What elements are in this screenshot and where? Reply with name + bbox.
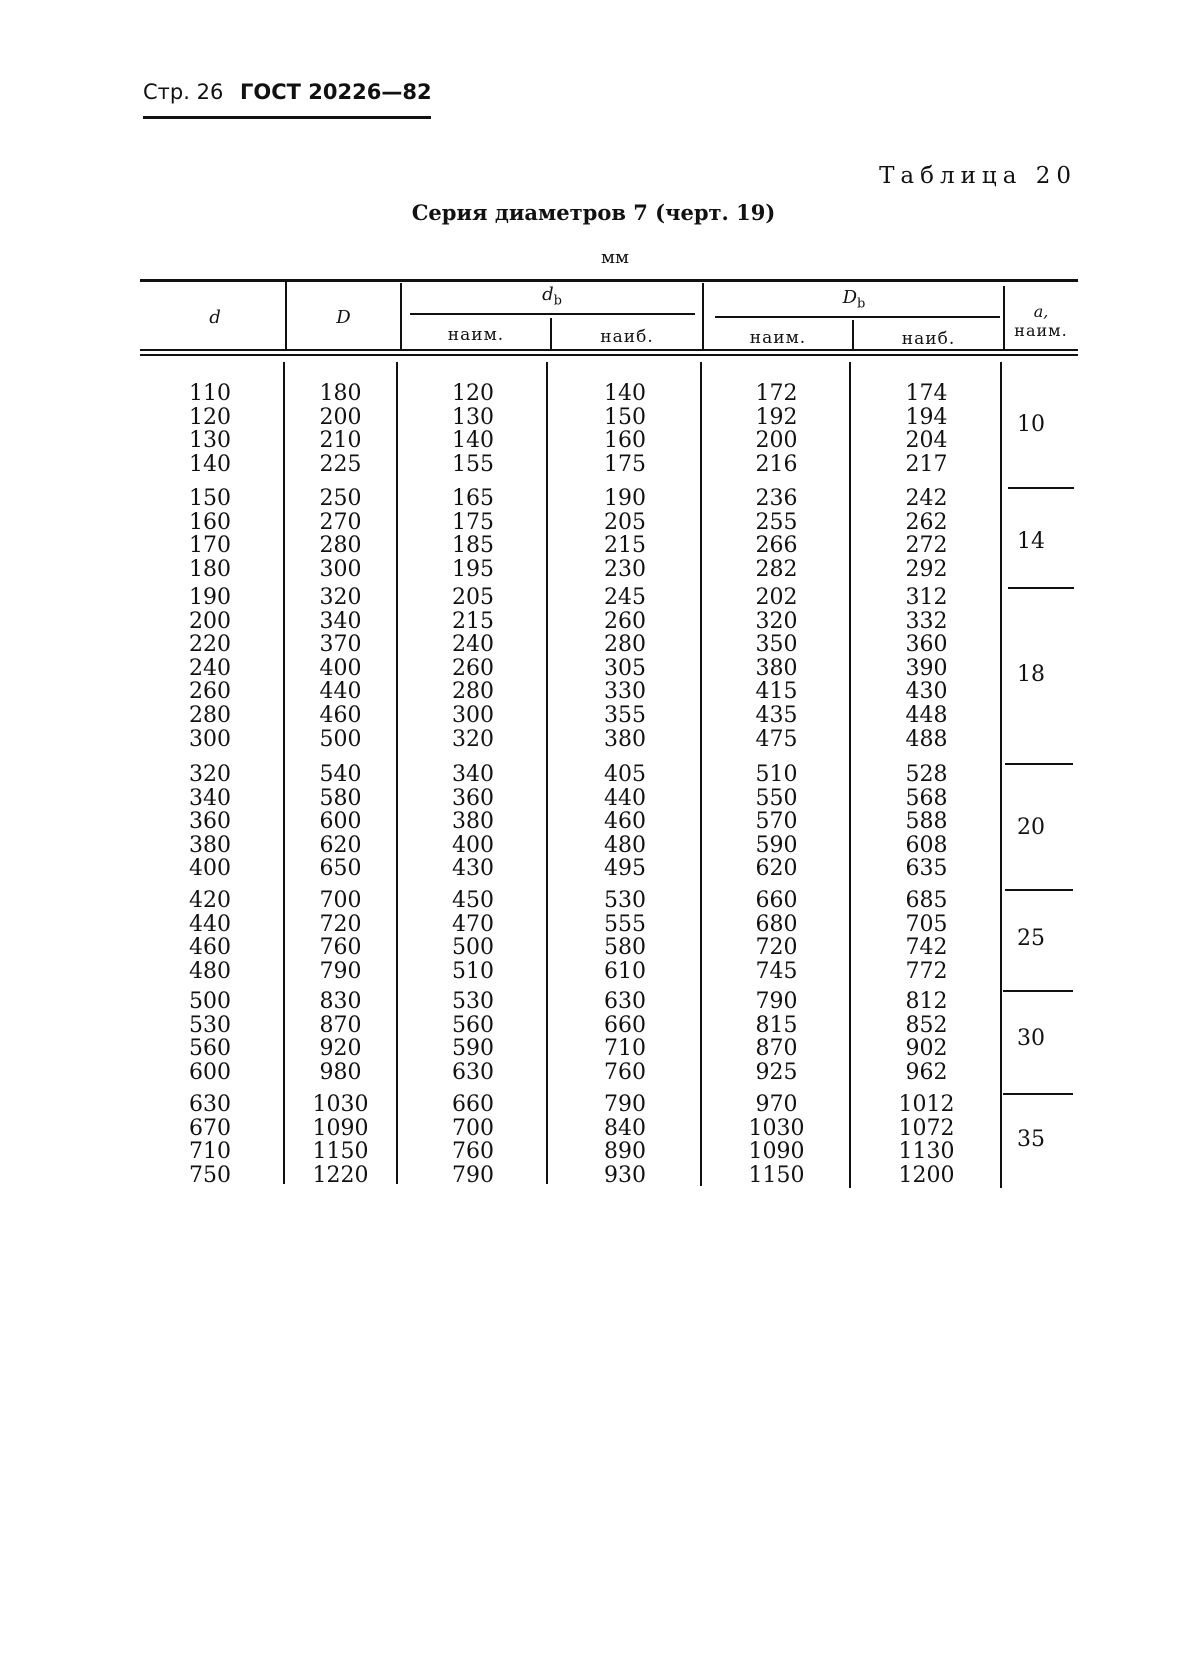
a-group-rule xyxy=(1005,763,1073,765)
cell-Db-max: 312 332 360 390 430 448 488 xyxy=(905,585,948,752)
column-divider xyxy=(396,362,398,1184)
db-min-header: наим. xyxy=(447,325,505,345)
Db-subscript: b xyxy=(857,296,866,312)
a-group-rule xyxy=(1003,1093,1073,1095)
units-label: мм xyxy=(600,247,629,268)
cell-d: 110 120 130 140 xyxy=(189,381,231,477)
cell-a: 14 xyxy=(1017,529,1045,554)
cell-db-max: 245 260 280 305 330 355 380 xyxy=(604,585,646,752)
Db-subheader-rule xyxy=(715,316,1000,318)
cell-Db-max: 685 705 742 772 xyxy=(905,888,948,984)
a-group-rule xyxy=(1008,487,1074,489)
table-title: Серия диаметров 7 (черт. 19) xyxy=(411,200,776,225)
cell-a: 25 xyxy=(1017,926,1045,951)
cell-db-max: 190 205 215 230 xyxy=(604,486,646,582)
column-divider xyxy=(283,362,285,1184)
cell-db-min: 205 215 240 260 280 300 320 xyxy=(452,585,494,752)
cell-Db-max: 528 568 588 608 635 xyxy=(905,762,948,882)
cell-db-min: 530 560 590 630 xyxy=(452,989,494,1085)
cell-a: 20 xyxy=(1017,815,1045,840)
cell-d: 150 160 170 180 xyxy=(189,486,231,582)
header-rule xyxy=(143,116,431,119)
cell-Db-max: 242 262 272 292 xyxy=(905,486,948,582)
a-group-rule xyxy=(1005,889,1073,891)
page-header xyxy=(143,80,432,104)
col-header-Db: $D_b$ xyxy=(842,287,866,312)
cell-D: 540 580 600 620 650 xyxy=(319,762,362,882)
db-subscript: b xyxy=(553,293,562,309)
cell-db-max: 405 440 460 480 495 xyxy=(604,762,646,882)
header-bottom-rule xyxy=(140,349,1078,351)
a-header-symbol: a, xyxy=(1033,302,1049,321)
cell-Db-max: 1012 1072 1130 1200 xyxy=(898,1092,955,1188)
col-header-db: $d_b$ xyxy=(542,284,562,309)
column-divider xyxy=(849,362,851,1188)
cell-db-max: 140 150 160 175 xyxy=(604,381,646,477)
cell-db-max: 630 660 710 760 xyxy=(604,989,646,1085)
header-bottom-rule-2 xyxy=(140,354,1078,356)
col-header-d: d xyxy=(209,307,221,328)
cell-D: 700 720 760 790 xyxy=(319,888,362,984)
cell-d: 320 340 360 380 400 xyxy=(189,762,231,882)
cell-d: 500 530 560 600 xyxy=(189,989,231,1085)
cell-db-min: 450 470 500 510 xyxy=(452,888,494,984)
cell-a: 30 xyxy=(1017,1026,1045,1051)
cell-D: 1030 1090 1150 1220 xyxy=(312,1092,369,1188)
cell-Db-min: 236 255 266 282 xyxy=(755,486,798,582)
a-header-min: наим. xyxy=(1014,321,1068,340)
cell-D: 250 270 280 300 xyxy=(319,486,362,582)
col-header-D: D xyxy=(336,307,351,328)
a-group-rule xyxy=(1003,990,1073,992)
standard-number: ГОСТ 20226—82 xyxy=(240,80,432,104)
a-group-rule xyxy=(1008,587,1074,589)
cell-db-min: 660 700 760 790 xyxy=(452,1092,494,1188)
Db-min-header: наим. xyxy=(749,328,807,348)
cell-Db-min: 970 1030 1090 1150 xyxy=(748,1092,805,1188)
column-divider xyxy=(546,362,548,1184)
cell-D: 830 870 920 980 xyxy=(319,989,362,1085)
cell-Db-max: 174 194 204 217 xyxy=(905,381,948,477)
cell-Db-min: 660 680 720 745 xyxy=(755,888,798,984)
cell-d: 420 440 460 480 xyxy=(189,888,231,984)
cell-d: 630 670 710 750 xyxy=(189,1092,231,1188)
db-max-header: наиб. xyxy=(600,327,654,347)
cell-Db-min: 510 550 570 590 620 xyxy=(755,762,798,882)
cell-db-max: 790 840 890 930 xyxy=(604,1092,646,1188)
cell-d: 190 200 220 240 260 280 300 xyxy=(189,585,231,752)
cell-Db-min: 172 192 200 216 xyxy=(755,381,798,477)
cell-D: 320 340 370 400 440 460 500 xyxy=(319,585,362,752)
cell-Db-min: 790 815 870 925 xyxy=(755,989,798,1085)
db-subheader-rule xyxy=(410,313,695,315)
cell-db-min: 340 360 380 400 430 xyxy=(452,762,494,882)
cell-a: 18 xyxy=(1017,662,1045,687)
cell-a: 10 xyxy=(1017,412,1045,437)
col-header-a xyxy=(1005,302,1077,340)
Db-max-header: наиб. xyxy=(901,329,956,349)
cell-Db-min: 202 320 350 380 415 435 475 xyxy=(755,585,798,752)
table-top-rule xyxy=(140,279,1078,282)
cell-db-max: 530 555 580 610 xyxy=(604,888,646,984)
cell-Db-max: 812 852 902 962 xyxy=(905,989,948,1085)
table-label: Таблица 20 xyxy=(879,163,1077,189)
page-number: Стр. 26 xyxy=(143,80,224,104)
cell-a: 35 xyxy=(1017,1127,1045,1152)
cell-db-min: 120 130 140 155 xyxy=(452,381,494,477)
cell-D: 180 200 210 225 xyxy=(319,381,362,477)
cell-db-min: 165 175 185 195 xyxy=(452,486,494,582)
column-divider xyxy=(700,362,702,1186)
column-divider xyxy=(1000,362,1002,1188)
